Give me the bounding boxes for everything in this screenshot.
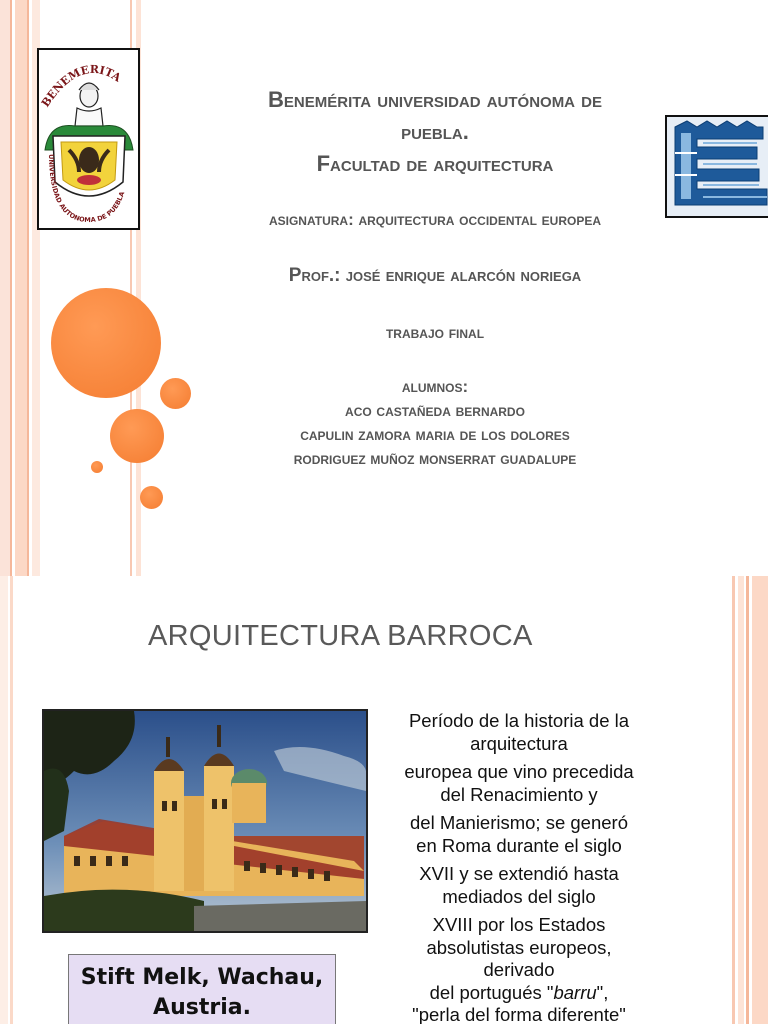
decor-stripe	[10, 576, 13, 1024]
photo-caption	[68, 954, 336, 1024]
work-type: trabajo final	[385, 323, 485, 342]
faculty-name: Facultad de arquitectura	[316, 151, 554, 176]
decor-stripe	[752, 576, 768, 1024]
seal-ring-text: UNIVERSIDAD AUTONOMA DE PUEBLA	[46, 154, 127, 225]
caption-line: Austria.	[153, 995, 251, 1020]
decor-stripe	[27, 0, 29, 576]
body-line: Período de la historia de la	[408, 710, 630, 731]
body-line: XVIII por los Estados	[432, 914, 606, 935]
abbey-image	[44, 711, 366, 931]
decor-stripe	[738, 576, 744, 1024]
decor-circle	[51, 288, 161, 398]
heading-block	[165, 84, 705, 180]
body-paragraph	[375, 710, 663, 1024]
university-name-line2: puebla.	[401, 119, 469, 144]
decor-stripe	[0, 0, 10, 576]
university-name: Benemérita universidad autónoma de	[268, 87, 602, 112]
student-name: rodriguez muñoz monserrat guadalupe	[293, 449, 577, 468]
university-seal-logo	[37, 48, 140, 230]
body-line: del Manierismo; se generó	[410, 812, 628, 833]
body-text-span: ",	[596, 981, 609, 1003]
body-line: XVII y se extendió hasta	[419, 863, 619, 884]
body-italic-word: barru	[553, 981, 597, 1003]
body-text-span: del portugués "	[429, 981, 554, 1003]
decor-stripe	[10, 0, 12, 576]
body-line: absolutistas europeos,	[426, 936, 612, 958]
body-line: derivado	[483, 959, 555, 980]
body-line: arquitectura	[470, 732, 568, 754]
professor: Prof.: josé enrique alarcón noriega	[288, 265, 582, 286]
students-label: alumnos:	[401, 377, 469, 396]
body-line: mediados del siglo	[442, 885, 596, 907]
decor-circle	[140, 486, 163, 509]
body-line: europea que vino precedida	[404, 761, 634, 782]
body-line: del Renacimiento y	[440, 783, 598, 805]
body-line: en Roma durante el siglo	[416, 834, 622, 856]
student-name: aco castañeda bernardo	[345, 401, 525, 420]
student-name: capulin zamora maria de los dolores	[300, 425, 570, 444]
body-line: "perla del forma diferente"	[412, 1004, 626, 1024]
body-line	[375, 982, 663, 1005]
students-block	[165, 375, 705, 471]
stift-melk-photo	[42, 709, 368, 933]
decor-stripe	[746, 576, 749, 1024]
caption-line: Stift Melk, Wachau,	[80, 965, 324, 990]
slide-title: ARQUITECTURA BARROCA	[148, 620, 533, 652]
content-slide	[0, 576, 768, 1024]
decor-circle	[91, 461, 103, 473]
decor-stripe	[732, 576, 735, 1024]
seal-icon	[39, 50, 138, 228]
seal-top-text: BENEMERITA	[39, 62, 124, 110]
decor-stripe	[0, 576, 8, 1024]
decor-circle	[110, 409, 164, 463]
subject: asignatura: arquitectura occidental europea	[268, 210, 602, 229]
decor-stripe	[15, 0, 27, 576]
